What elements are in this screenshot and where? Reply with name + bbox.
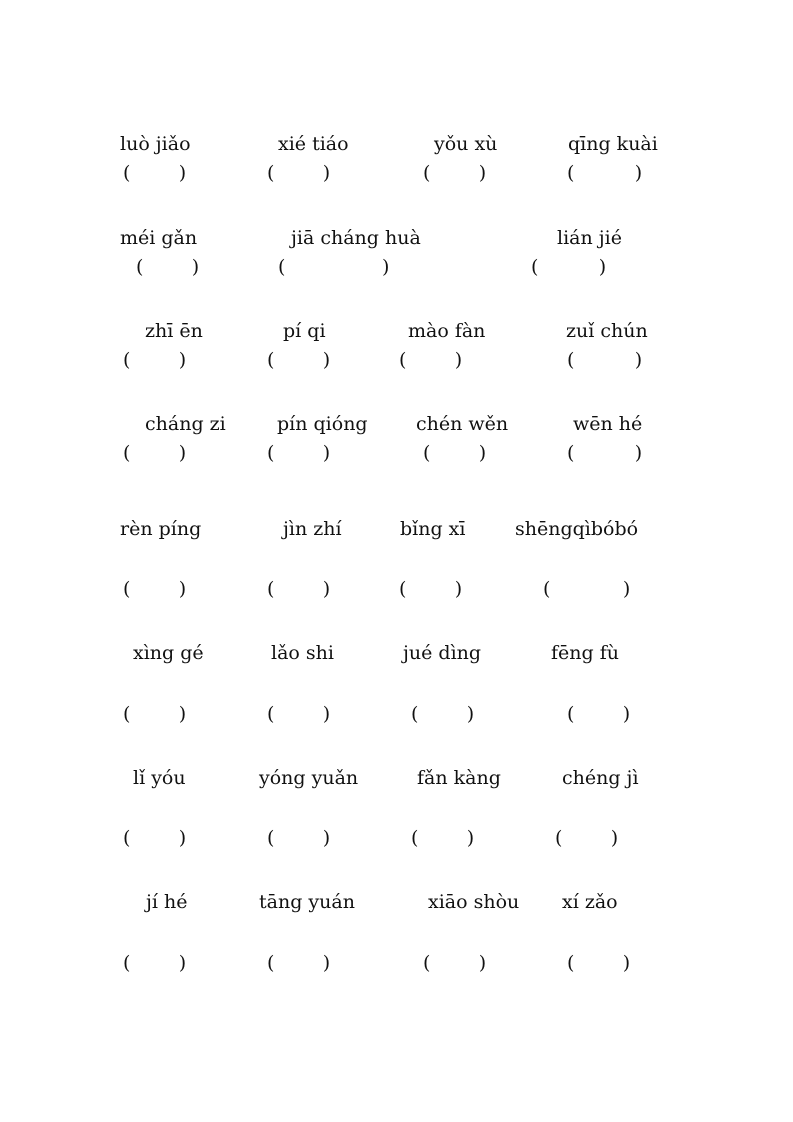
pinyin-word: jiā cháng huà [291, 227, 421, 249]
answer-blank: ( ) [411, 703, 475, 725]
pinyin-word: jué dìng [403, 642, 482, 664]
answer-blank: ( ) [123, 703, 187, 725]
answer-blank: ( ) [543, 578, 631, 600]
answer-blank: ( ) [423, 442, 487, 464]
answer-blank: ( ) [267, 578, 331, 600]
pinyin-word: méi gǎn [120, 227, 198, 249]
answer-blank: ( ) [267, 349, 331, 371]
pinyin-word: yóng yuǎn [259, 767, 359, 789]
pinyin-word: qīng kuài [568, 133, 658, 155]
pinyin-word: mào fàn [408, 320, 486, 342]
answer-blank: ( ) [555, 827, 619, 849]
pinyin-word: tāng yuán [259, 891, 355, 913]
pinyin-word: chéng jì [562, 767, 639, 789]
pinyin-word: fǎn kàng [417, 767, 501, 789]
answer-blank: ( ) [423, 162, 487, 184]
pinyin-word: luò jiǎo [120, 133, 191, 155]
pinyin-word: chén wěn [416, 413, 509, 435]
pinyin-word: lián jié [557, 227, 622, 249]
pinyin-word: pí qi [283, 320, 326, 342]
pinyin-word: xìng gé [133, 642, 204, 664]
pinyin-word: zhī ēn [145, 320, 203, 342]
pinyin-word: cháng zi [145, 413, 226, 435]
pinyin-word: wēn hé [573, 413, 643, 435]
answer-blank: ( ) [278, 256, 390, 278]
answer-blank: ( ) [411, 827, 475, 849]
pinyin-word: pín qióng [277, 413, 368, 435]
pinyin-word: bǐng xī [400, 518, 466, 540]
pinyin-word: lǎo shi [271, 642, 334, 664]
pinyin-word: fēng fù [551, 642, 619, 664]
answer-blank: ( ) [267, 952, 331, 974]
answer-blank: ( ) [399, 578, 463, 600]
answer-blank: ( ) [123, 827, 187, 849]
answer-blank: ( ) [136, 256, 200, 278]
pinyin-word: xiāo shòu [428, 891, 520, 913]
answer-blank: ( ) [531, 256, 607, 278]
answer-blank: ( ) [567, 703, 631, 725]
pinyin-word: shēngqìbóbó [515, 518, 639, 540]
answer-blank: ( ) [267, 827, 331, 849]
answer-blank: ( ) [423, 952, 487, 974]
answer-blank: ( ) [567, 952, 631, 974]
answer-blank: ( ) [267, 162, 331, 184]
answer-blank: ( ) [123, 442, 187, 464]
answer-blank: ( ) [123, 952, 187, 974]
pinyin-word: jìn zhí [283, 518, 342, 540]
answer-blank: ( ) [123, 578, 187, 600]
pinyin-word: jí hé [146, 891, 188, 913]
pinyin-word: yǒu xù [434, 133, 498, 155]
answer-blank: ( ) [399, 349, 463, 371]
answer-blank: ( ) [567, 349, 643, 371]
answer-blank: ( ) [567, 442, 643, 464]
pinyin-word: xí zǎo [562, 891, 618, 913]
answer-blank: ( ) [267, 442, 331, 464]
answer-blank: ( ) [567, 162, 643, 184]
pinyin-word: lǐ yóu [133, 767, 186, 789]
pinyin-word: xié tiáo [278, 133, 349, 155]
answer-blank: ( ) [123, 349, 187, 371]
answer-blank: ( ) [123, 162, 187, 184]
pinyin-word: rèn píng [120, 518, 202, 540]
answer-blank: ( ) [267, 703, 331, 725]
pinyin-word: zuǐ chún [566, 320, 648, 342]
